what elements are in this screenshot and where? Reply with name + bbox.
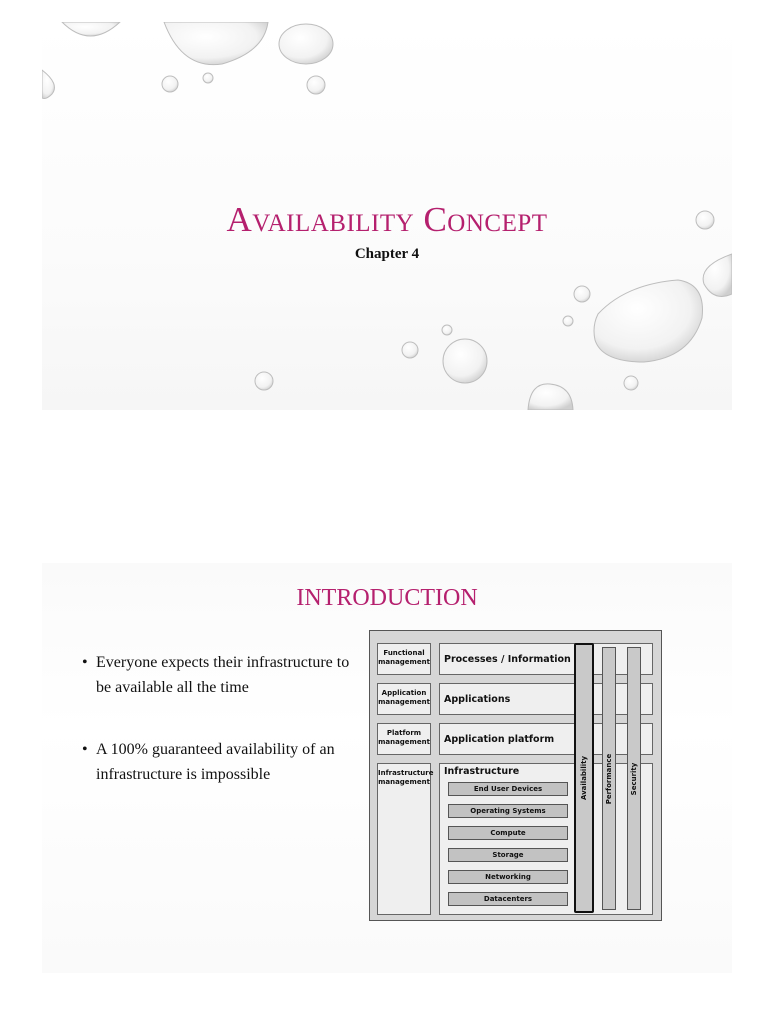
water-drop [42, 70, 54, 99]
quality-bar-availability [574, 643, 594, 913]
infrastructure-item: Operating Systems [448, 804, 568, 818]
quality-label: Security [630, 762, 638, 795]
management-box: Functional management [377, 643, 431, 675]
quality-bar-wrapper [574, 643, 594, 913]
slide-title: INTRODUCTION [296, 585, 478, 611]
water-drop [624, 376, 638, 390]
layer-label: Application platform [444, 733, 555, 745]
water-drop [307, 76, 325, 94]
management-box: Application management [377, 683, 431, 715]
infrastructure-model-diagram [369, 630, 662, 921]
water-drop [594, 280, 703, 362]
slide-title: Availability Concept [226, 200, 548, 239]
bullet-item [80, 738, 350, 787]
bullet-marker: • [82, 654, 88, 671]
infrastructure-item: Storage [448, 848, 568, 862]
infrastructure-layer [439, 763, 653, 915]
layer-row [439, 683, 653, 715]
water-drop [443, 339, 487, 383]
water-drop [528, 384, 573, 410]
water-drop [255, 372, 273, 390]
management-box: Infrastructure management [377, 763, 431, 915]
water-drop [442, 325, 452, 335]
quality-bar-performance [602, 647, 616, 910]
infrastructure-item: Datacenters [448, 892, 568, 906]
bullet-text: A 100% guaranteed availability of an infrastructure is impossible [96, 741, 335, 783]
layer-row [439, 643, 653, 675]
management-box: Platform management [377, 723, 431, 755]
water-drop [164, 22, 268, 65]
water-drop [62, 22, 120, 36]
bullet-text: Everyone expects their infrastructure to be available all the time [96, 654, 350, 696]
water-drop [563, 316, 573, 326]
quality-label: Availability [580, 755, 588, 801]
layer-row [439, 723, 653, 755]
layer-label: Processes / Information [444, 653, 571, 665]
water-drop [574, 286, 590, 302]
water-drop [162, 76, 178, 92]
quality-bar-security [627, 647, 641, 910]
layer-label: Applications [444, 693, 511, 705]
bullet-list [80, 651, 350, 825]
title-slide [42, 22, 732, 410]
water-drop [203, 73, 213, 83]
infrastructure-item: Networking [448, 870, 568, 884]
introduction-slide [42, 563, 732, 973]
infrastructure-item: Compute [448, 826, 568, 840]
slide-subtitle: Chapter 4 [354, 246, 420, 262]
layer-label: Infrastructure [444, 766, 520, 777]
bullet-item [80, 651, 350, 700]
quality-label: Performance [605, 753, 613, 804]
water-drop [279, 24, 333, 64]
bullet-marker: • [82, 741, 88, 758]
infrastructure-item: End User Devices [448, 782, 568, 796]
water-drop [402, 342, 418, 358]
